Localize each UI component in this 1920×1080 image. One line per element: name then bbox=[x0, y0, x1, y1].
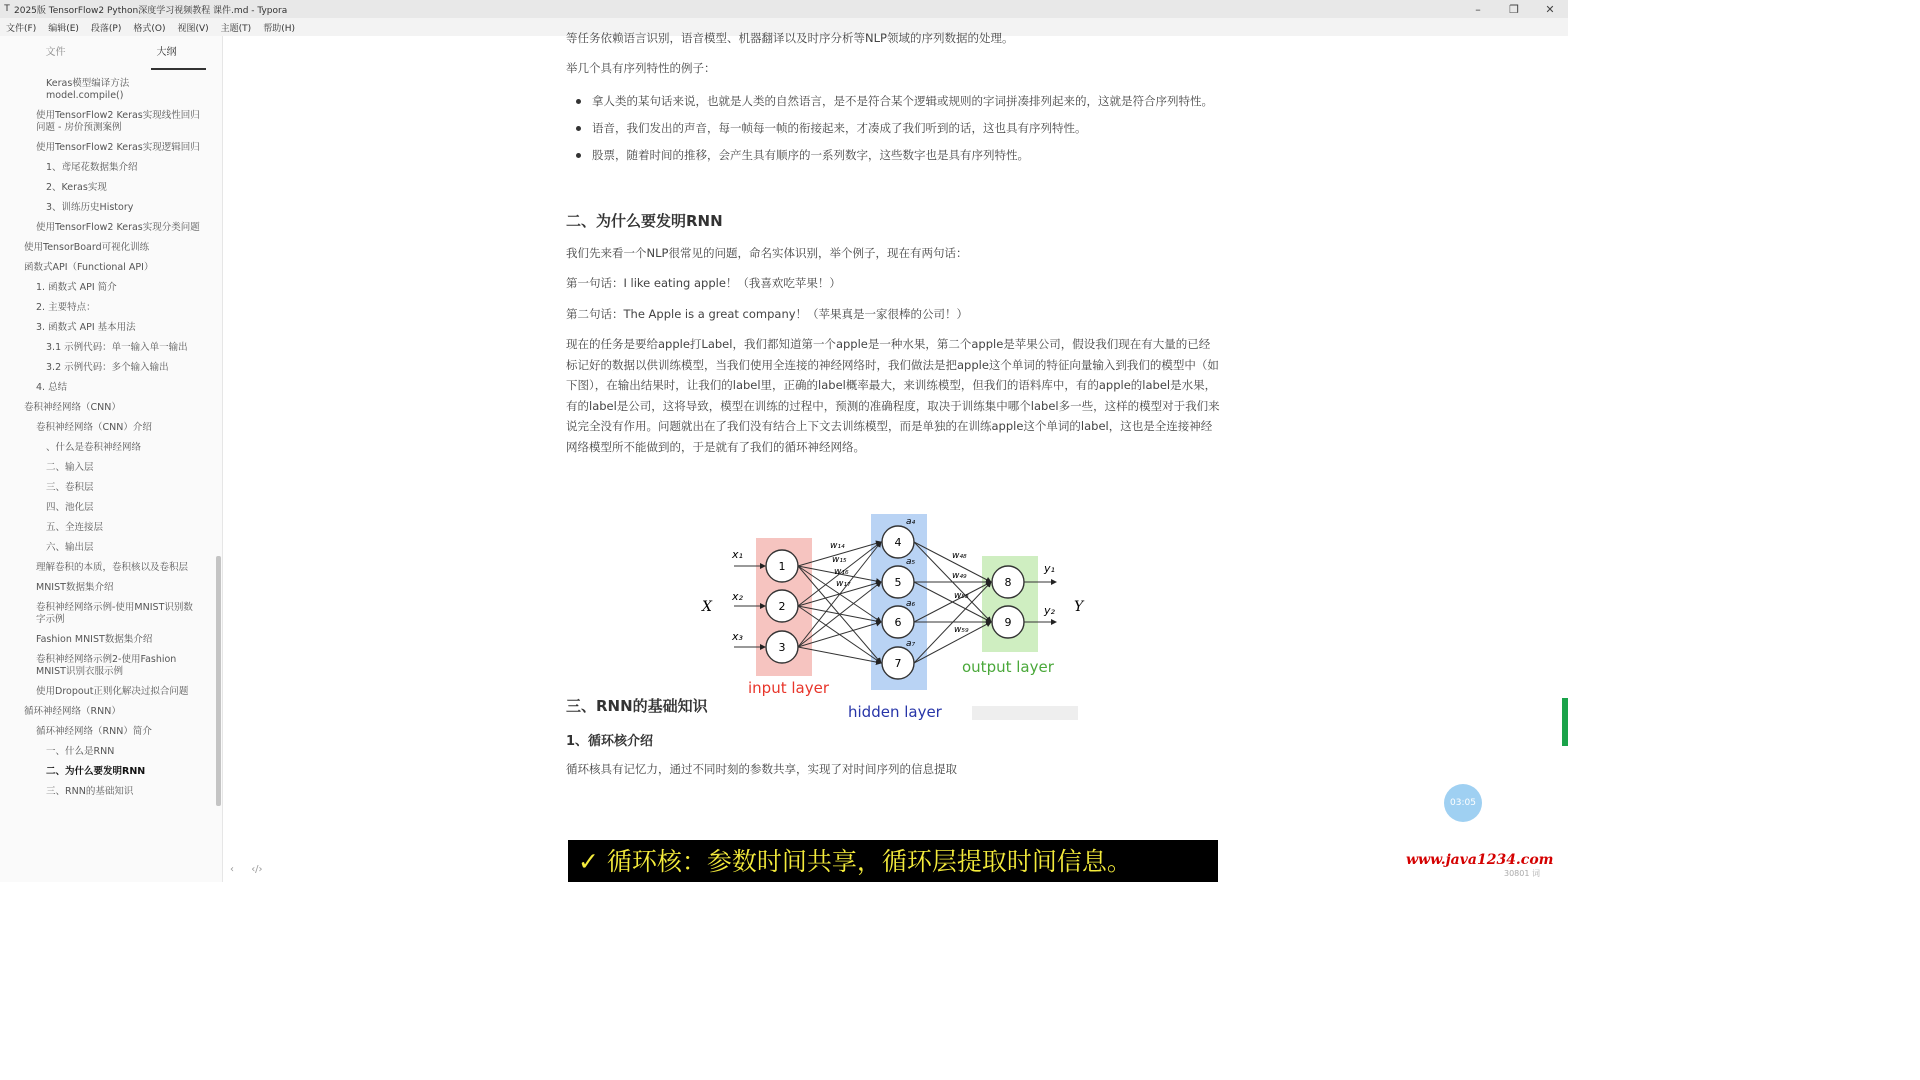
outline-item[interactable]: 3. 函数式 API 基本用法 bbox=[36, 322, 136, 333]
menu-file[interactable]: 文件(F) bbox=[6, 23, 37, 34]
outline-item[interactable]: 二、输入层 bbox=[46, 462, 94, 473]
typora-icon: T bbox=[4, 4, 10, 14]
close-button[interactable]: ✕ bbox=[1545, 2, 1555, 16]
paragraph: 第一句话：I like eating apple！（我喜欢吃苹果！） bbox=[566, 276, 841, 290]
outline-item[interactable]: 、什么是卷积神经网络 bbox=[46, 442, 142, 453]
title-bar bbox=[0, 0, 1568, 18]
neuron-label: 7 bbox=[894, 657, 902, 670]
hidden-layer-label: hidden layer bbox=[848, 703, 942, 721]
outline-item[interactable]: 卷积神经网络（CNN）介绍 bbox=[36, 422, 152, 433]
menu-edit[interactable]: 编辑(E) bbox=[48, 23, 79, 34]
outline-item[interactable]: 四、池化层 bbox=[46, 502, 94, 513]
menu-view[interactable]: 视图(V) bbox=[177, 23, 209, 34]
outline-item[interactable]: 3、训练历史History bbox=[46, 202, 134, 213]
heading-why-rnn: 二、为什么要发明RNN bbox=[566, 211, 723, 230]
outline-item[interactable]: 函数式API（Functional API） bbox=[24, 262, 154, 273]
outline-item[interactable]: 1. 函数式 API 简介 bbox=[36, 282, 117, 293]
heading-rnn-basics: 三、RNN的基础知识 bbox=[566, 697, 708, 715]
menu-paragraph[interactable]: 段落(P) bbox=[90, 23, 122, 34]
outline-item[interactable]: 1、鸢尾花数据集介绍 bbox=[46, 162, 138, 173]
paragraph-intro: 举几个具有序列特性的例子： bbox=[566, 61, 716, 75]
outline-item[interactable]: 使用TensorFlow2 Keras实现分类问题 bbox=[36, 222, 200, 233]
neuron bbox=[766, 550, 798, 582]
outline-item[interactable]: 卷积神经网络（CNN） bbox=[24, 402, 121, 413]
output-layer-label: output layer bbox=[962, 658, 1054, 676]
outline-item[interactable]: 2. 主要特点： bbox=[36, 302, 96, 313]
a7-label: a₇ bbox=[906, 639, 916, 649]
outline-item[interactable]: 循环神经网络（RNN）简介 bbox=[36, 726, 152, 737]
outline-item[interactable]: 3.2 示例代码：多个输入输出 bbox=[46, 362, 169, 373]
neuron-label: 8 bbox=[1004, 576, 1012, 589]
watermark: www.java1234.com bbox=[1406, 852, 1554, 868]
sidebar bbox=[0, 36, 223, 882]
window-title: 2025版 TensorFlow2 Python深度学习视频教程 课件.md - Typora bbox=[14, 5, 288, 16]
outline-item[interactable]: 一、什么是RNN bbox=[46, 746, 115, 757]
bullet-list bbox=[566, 91, 1220, 166]
paragraph: 循环核具有记忆力，通过不同时刻的参数共享，实现了对时间序列的信息提取 bbox=[566, 762, 957, 776]
input-layer-label: input layer bbox=[748, 679, 829, 697]
list-item: 拿人类的某句话来说，也就是人类的自然语言，是不是符合某个逻辑或规则的字词拼凑排列起来的，这就是符合序列特性。 bbox=[566, 91, 1220, 112]
paragraph-top: 等任务依赖语言识别，语音模型、机器翻译以及时序分析等NLP领域的序列数据的处理。 bbox=[566, 31, 1014, 45]
outline-item[interactable]: 2、Keras实现 bbox=[46, 182, 107, 193]
w59-label: w₅₉ bbox=[954, 625, 969, 635]
neuron bbox=[882, 526, 914, 558]
w49-label: w₄₉ bbox=[952, 571, 967, 581]
paragraph: 第二句话：The Apple is a great company！（苹果真是一家很棒的公司！） bbox=[566, 306, 969, 321]
x-label: X bbox=[702, 599, 712, 615]
x2-label: x₂ bbox=[732, 590, 743, 603]
neuron bbox=[992, 566, 1024, 598]
word-count: 30801 词 bbox=[1504, 869, 1540, 878]
outline-item[interactable]: 六、输出层 bbox=[46, 542, 94, 553]
y1-label: y₁ bbox=[1044, 562, 1055, 575]
list-item: 股票，随着时间的推移，会产生具有顺序的一系列数字，这些数字也是具有序列特性。 bbox=[566, 145, 1220, 166]
outline-item[interactable]: 3.1 示例代码：单一输入单一输出 bbox=[46, 342, 188, 353]
neuron-label: 4 bbox=[894, 536, 902, 549]
outline-item[interactable]: MNIST数据集介绍 bbox=[36, 582, 114, 593]
outline-item[interactable]: 卷积神经网络示例-使用MNIST识别数字示例 bbox=[36, 602, 193, 625]
source-mode-icon[interactable]: ‹/› bbox=[251, 864, 263, 875]
w16-label: w₁₆ bbox=[834, 567, 849, 577]
neuron bbox=[992, 606, 1024, 638]
recording-timer-badge[interactable]: 03:05 bbox=[1444, 784, 1482, 822]
neuron-label: 6 bbox=[894, 616, 902, 629]
sidebar-tabs bbox=[0, 36, 222, 70]
w14-label: w₁₄ bbox=[830, 541, 845, 551]
outline-item[interactable]: 三、卷积层 bbox=[46, 482, 94, 493]
outline-item[interactable]: 五、全连接层 bbox=[46, 522, 104, 533]
restore-button[interactable]: ❐ bbox=[1509, 2, 1519, 16]
w17-label: w₁₇ bbox=[836, 579, 851, 589]
sidebar-scrollbar[interactable] bbox=[216, 556, 221, 806]
blurred-caption bbox=[972, 706, 1078, 720]
minimize-button[interactable]: – bbox=[1475, 2, 1481, 16]
floating-side-tab[interactable] bbox=[1562, 698, 1568, 746]
outline-item[interactable]: Fashion MNIST数据集介绍 bbox=[36, 634, 153, 645]
highlight-banner: ✓ 循环核：参数时间共享，循环层提取时间信息。 bbox=[568, 840, 1218, 882]
menu-theme[interactable]: 主题(T) bbox=[220, 23, 252, 34]
outline-item[interactable]: 循环神经网络（RNN） bbox=[24, 706, 121, 717]
outline-item[interactable]: 使用TensorBoard可视化训练 bbox=[24, 242, 150, 253]
a4-label: a₄ bbox=[906, 517, 916, 527]
neuron-label: 3 bbox=[778, 641, 786, 654]
outline-item[interactable]: 理解卷积的本质，卷积核以及卷积层 bbox=[36, 562, 189, 573]
y-label: Y bbox=[1074, 599, 1084, 615]
paragraph: 现在的任务是要给apple打Label，我们都知道第一个apple是一种水果，第二个apple是苹果公司，假设我们现在有大量的已经标记好的数据以供训练模型，当我们使用全连接的神经网络时，我们做法是把apple这个单词的特征向量输入到我们的模型中（如下图），在输出结果时，让我们的label里，正确的label概率最大，来训练模型，但我们的语料库中，有的apple的label是水果，有的label是公司，这将导致，模型在训练的过程中，预测的准确程度，取决于训练集中哪个label多一些，这样的模型对于我们来说完全没有作用。问题就出在了我们没有结合上下文去训练模型，而是单独的在训练apple这个单词的label，这也是全连接神经网络模型所不能做到的，于是就有了我们的循环神经网络。 bbox=[566, 337, 1220, 454]
sidebar-footer bbox=[230, 864, 277, 875]
outline-item[interactable]: 卷积神经网络示例2-使用Fashion MNIST识别衣服示例 bbox=[36, 654, 177, 677]
a6-label: a₆ bbox=[906, 599, 916, 609]
tab-outline[interactable]: 大纲 bbox=[111, 36, 222, 70]
neural-network-diagram bbox=[700, 512, 1100, 727]
a5-label: a₅ bbox=[906, 557, 916, 567]
neuron bbox=[766, 590, 798, 622]
outline-item[interactable]: 4. 总结 bbox=[36, 382, 68, 393]
x3-label: x₃ bbox=[732, 630, 743, 643]
heading-recurrent-core: 1、循环核介绍 bbox=[566, 734, 654, 749]
neuron bbox=[882, 606, 914, 638]
neuron-label: 2 bbox=[778, 600, 786, 613]
menu-help[interactable]: 帮助(H) bbox=[263, 23, 295, 34]
y2-label: y₂ bbox=[1044, 604, 1055, 617]
menu-format[interactable]: 格式(O) bbox=[133, 23, 166, 34]
neuron bbox=[882, 647, 914, 679]
neuron bbox=[766, 631, 798, 663]
outline-item[interactable]: 二、为什么要发明RNN bbox=[46, 766, 146, 777]
outline-item[interactable]: Keras模型编译方法 model.compile() bbox=[46, 78, 130, 101]
tab-files[interactable]: 文件 bbox=[45, 47, 66, 58]
w15-label: w₁₅ bbox=[832, 555, 847, 565]
toggle-sidebar-icon[interactable]: ‹ bbox=[230, 864, 234, 875]
outline-item[interactable]: 使用Dropout正则化解决过拟合问题 bbox=[36, 686, 189, 697]
w58-label: w₅₈ bbox=[954, 591, 969, 601]
neuron-label: 5 bbox=[894, 576, 902, 589]
neuron-label: 9 bbox=[1004, 616, 1012, 629]
outline-list bbox=[0, 74, 212, 802]
outline-item[interactable]: 三、RNN的基础知识 bbox=[46, 786, 134, 797]
paragraph: 我们先来看一个NLP很常见的问题，命名实体识别，举个例子，现在有两句话： bbox=[566, 245, 968, 260]
outline-item[interactable]: 使用TensorFlow2 Keras实现逻辑回归 bbox=[36, 142, 200, 153]
x1-label: x₁ bbox=[732, 548, 743, 561]
list-item: 语音，我们发出的声音，每一帧每一帧的衔接起来，才凑成了我们听到的话，这也具有序列特性。 bbox=[566, 118, 1220, 139]
neuron bbox=[882, 566, 914, 598]
outline-item[interactable]: 使用TensorFlow2 Keras实现线性回归问题 - 房价预测案例 bbox=[36, 110, 200, 133]
w48-label: w₄₈ bbox=[952, 551, 967, 561]
neuron-label: 1 bbox=[778, 560, 786, 573]
